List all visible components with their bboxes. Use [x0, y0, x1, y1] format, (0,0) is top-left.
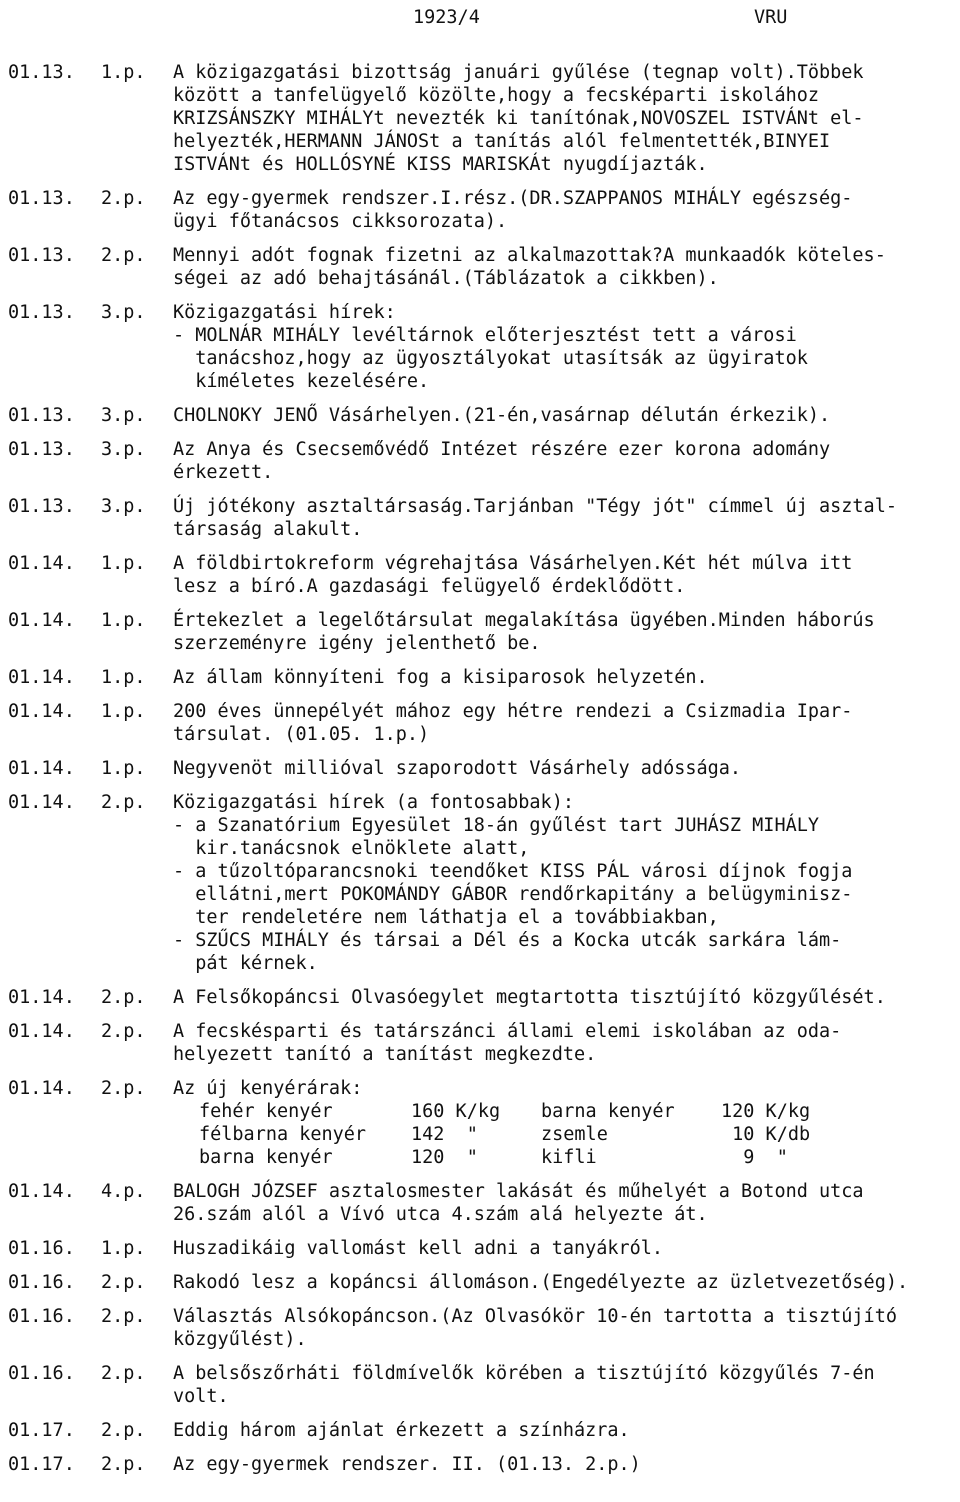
entry-date: 01.13.: [8, 405, 75, 426]
entry-date: 01.16.: [8, 1272, 75, 1293]
entry-text: [173, 301, 933, 393]
entry-line: ISTVÁNt és HOLLÓSYNÉ KISS MARISKÁt nyugdíjazták.: [173, 154, 708, 175]
entry-date: 01.13.: [8, 62, 75, 83]
list-item: [0, 700, 960, 746]
entry-text: [173, 609, 933, 655]
entry-line: ügyi főtanácsos cikksorozata).: [173, 211, 508, 232]
entry-line: helyezték,HERMANN JÁNOSt a tanítás alól felmentették,BINYEI: [173, 131, 831, 152]
entry-page: 1.p.: [101, 62, 146, 83]
list-item: [0, 404, 960, 427]
entry-page: 2.p.: [101, 792, 146, 813]
list-item: [0, 757, 960, 780]
entry-line: Negyvenöt millióval szaporodott Vásárhely adóssága.: [173, 758, 742, 779]
entry-line: Az egy-gyermek rendszer.I.rész.(DR.SZAPPANOS MIHÁLY egészség-: [173, 188, 853, 209]
entry-date: 01.14.: [8, 667, 75, 688]
entry-page: 1.p.: [101, 667, 146, 688]
entry-text: [173, 1020, 933, 1066]
entry-line: volt.: [173, 1386, 229, 1407]
entry-line: Mennyi adót fognak fizetni az alkalmazottak?A munkaadók köteles-: [173, 245, 886, 266]
entry-page: 3.p.: [101, 496, 146, 517]
list-item: [0, 552, 960, 598]
product-name: fehér kenyér: [199, 1101, 333, 1122]
entry-line: ter rendeletére nem láthatja el a továbbiakban,: [173, 907, 719, 928]
page-title: 1923/4: [413, 7, 480, 28]
entry-line: Az új kenyérárak:: [173, 1078, 363, 1099]
entry-date: 01.16.: [8, 1363, 75, 1384]
table-row: [199, 1100, 841, 1123]
entry-line: lesz a bíró.A gazdasági felügyelő érdeklődött.: [173, 576, 686, 597]
entry-line: kíméletes kezelésére.: [173, 371, 430, 392]
page-header: [0, 6, 960, 32]
entry-text: [173, 666, 933, 689]
entry-page: 2.p.: [101, 987, 146, 1008]
entry-date: 01.13.: [8, 439, 75, 460]
entry-page: 2.p.: [101, 1021, 146, 1042]
list-item: [0, 609, 960, 655]
entry-line: pát kérnek.: [173, 953, 318, 974]
entry-date: 01.14.: [8, 553, 75, 574]
list-item: [0, 187, 960, 233]
entry-page: 2.p.: [101, 1363, 146, 1384]
entry-text: [173, 1180, 933, 1226]
product-name: barna kenyér: [541, 1101, 675, 1122]
entry-page: 3.p.: [101, 405, 146, 426]
entry-page: 3.p.: [101, 302, 146, 323]
entry-date: 01.14.: [8, 1078, 75, 1099]
entry-line: tanácshoz,hogy az ügyosztályokat utasítsák az ügyiratok: [173, 348, 808, 369]
entry-line: - MOLNÁR MIHÁLY levéltárnok előterjesztést tett a városi: [173, 325, 797, 346]
product-name: zsemle: [541, 1124, 608, 1145]
entry-page: 1.p.: [101, 553, 146, 574]
entry-text: [173, 244, 933, 290]
list-item: [0, 495, 960, 541]
entry-line: Eddig három ajánlat érkezett a színházra.: [173, 1420, 630, 1441]
entry-line: társulat. (01.05. 1.p.): [173, 724, 430, 745]
list-item: [0, 244, 960, 290]
entry-text: [173, 1237, 933, 1260]
product-name: barna kenyér: [199, 1147, 333, 1168]
archive-code: VRU: [754, 7, 788, 28]
entry-text: [173, 1453, 933, 1476]
list-item: [0, 1362, 960, 1408]
product-name: kifli: [541, 1147, 597, 1168]
list-item: [0, 1305, 960, 1351]
list-item: [0, 986, 960, 1009]
entry-text: [173, 1419, 933, 1442]
entry-line: 200 éves ünnepélyét mához egy hétre rendezi a Csizmadia Ipar-: [173, 701, 853, 722]
list-item: [0, 1020, 960, 1066]
entry-line: - SZŰCS MIHÁLY és társai a Dél és a Kocka utcák sarkára lám-: [173, 930, 842, 951]
entry-page: 2.p.: [101, 1078, 146, 1099]
entry-text: [173, 1305, 933, 1351]
entry-line: CHOLNOKY JENŐ Vásárhelyen.(21-én,vasárnap délután érkezik).: [173, 405, 831, 426]
entry-line: helyezett tanító a tanítást megkezdte.: [173, 1044, 597, 1065]
entry-date: 01.13.: [8, 496, 75, 517]
entry-date: 01.14.: [8, 610, 75, 631]
entry-line: Az egy-gyermek rendszer. II. (01.13. 2.p.): [173, 1454, 641, 1475]
product-price: 10 K/db: [721, 1124, 811, 1145]
entry-line: szerzeményre igény jelenthető be.: [173, 633, 541, 654]
entry-date: 01.16.: [8, 1306, 75, 1327]
entry-date: 01.17.: [8, 1420, 75, 1441]
table-row: [199, 1123, 841, 1146]
list-item: [0, 1271, 960, 1294]
entry-line: Választás Alsókopáncson.(Az Olvasókör 10-én tartotta a tisztújító: [173, 1306, 897, 1327]
entry-date: 01.14.: [8, 987, 75, 1008]
entry-text: [173, 757, 933, 780]
entry-line: ségei az adó behajtásánál.(Táblázatok a cikkben).: [173, 268, 719, 289]
entry-text: [173, 495, 933, 541]
list-item: [0, 438, 960, 484]
list-item: [0, 301, 960, 393]
product-price: 142 ": [411, 1124, 478, 1145]
list-item: [0, 1419, 960, 1442]
entry-page: 2.p.: [101, 1454, 146, 1475]
entry-line: társaság alakult.: [173, 519, 363, 540]
entry-date: 01.16.: [8, 1238, 75, 1259]
entry-text: [173, 1077, 933, 1169]
entry-date: 01.13.: [8, 302, 75, 323]
list-item: [0, 1180, 960, 1226]
entry-line: Huszadikáig vallomást kell adni a tanyákról.: [173, 1238, 664, 1259]
list-item: [0, 666, 960, 689]
entry-page: 2.p.: [101, 245, 146, 266]
entry-line: A fecskésparti és tatárszánci állami elemi iskolában az oda-: [173, 1021, 842, 1042]
entry-line: kir.tanácsnok elnöklete alatt,: [173, 838, 530, 859]
entry-line: közgyűlést).: [173, 1329, 307, 1350]
entry-page: 1.p.: [101, 758, 146, 779]
entry-line: Közigazgatási hírek (a fontosabbak):: [173, 792, 574, 813]
entry-line: Értekezlet a legelőtársulat megalakítása ügyében.Minden háborús: [173, 610, 875, 631]
list-item: [0, 61, 960, 176]
entry-text: [173, 61, 933, 176]
entry-text: [173, 552, 933, 598]
entry-line: KRIZSÁNSZKY MIHÁLYt nevezték ki tanítónak,NOVOSZEL ISTVÁNt el-: [173, 108, 864, 129]
entry-page: 2.p.: [101, 1306, 146, 1327]
list-item: [0, 1077, 960, 1169]
entry-text: [173, 187, 933, 233]
entry-line: A belsőszőrháti földmívelők körében a tisztújító közgyűlés 7-én: [173, 1363, 875, 1384]
list-item: [0, 791, 960, 975]
entry-date: 01.14.: [8, 792, 75, 813]
list-item: [0, 1237, 960, 1260]
table-row: [199, 1146, 841, 1169]
product-price: 9 ": [721, 1147, 788, 1168]
entry-line: Az Anya és Csecsemővédő Intézet részére ezer korona adomány: [173, 439, 831, 460]
product-name: félbarna kenyér: [199, 1124, 367, 1145]
entry-line: 26.szám alól a Vívó utca 4.szám alá helyezte át.: [173, 1204, 708, 1225]
entry-line: Közigazgatási hírek:: [173, 302, 396, 323]
entry-text: [173, 1271, 933, 1294]
list-item: [0, 1453, 960, 1476]
entry-page: 4.p.: [101, 1181, 146, 1202]
entry-date: 01.14.: [8, 1021, 75, 1042]
entry-line: között a tanfelügyelő közölte,hogy a fecsképarti iskolához: [173, 85, 820, 106]
entry-line: BALOGH JÓZSEF asztalosmester lakását és műhelyét a Botond utca: [173, 1181, 864, 1202]
entry-page: 2.p.: [101, 1420, 146, 1441]
entry-page: 1.p.: [101, 1238, 146, 1259]
entry-page: 2.p.: [101, 188, 146, 209]
entry-line: - a Szanatórium Egyesület 18-án gyűlést tart JUHÁSZ MIHÁLY: [173, 815, 820, 836]
entry-line: érkezett.: [173, 462, 274, 483]
entry-line: Rakodó lesz a kopáncsi állomáson.(Engedélyezte az üzletvezetőség).: [173, 1272, 909, 1293]
entry-line: - a tűzoltóparancsnoki teendőket KISS PÁL városi díjnok fogja: [173, 861, 853, 882]
entry-line: ellátni,mert POKOMÁNDY GÁBOR rendőrkapitány a belügyminisz-: [173, 884, 853, 905]
product-price: 120 K/kg: [721, 1101, 811, 1122]
entry-list: [0, 61, 960, 1487]
entry-date: 01.13.: [8, 188, 75, 209]
entry-date: 01.13.: [8, 245, 75, 266]
entry-text: [173, 1362, 933, 1408]
entry-page: 2.p.: [101, 1272, 146, 1293]
entry-date: 01.14.: [8, 758, 75, 779]
entry-line: A földbirtokreform végrehajtása Vásárhelyen.Két hét múlva itt: [173, 553, 853, 574]
entry-text: [173, 404, 933, 427]
entry-line: Új jótékony asztaltársaság.Tarjánban "Tégy jót" címmel új asztal-: [173, 496, 897, 517]
entry-text: [173, 791, 933, 975]
entry-line: A Felsőkopáncsi Olvasóegylet megtartotta tisztújító közgyűlését.: [173, 987, 886, 1008]
entry-page: 1.p.: [101, 610, 146, 631]
entry-line: A közigazgatási bizottság januári gyűlése (tegnap volt).Többek: [173, 62, 864, 83]
entry-page: 1.p.: [101, 701, 146, 722]
entry-text: [173, 986, 933, 1009]
entry-date: 01.14.: [8, 701, 75, 722]
product-price: 120 ": [411, 1147, 478, 1168]
entry-date: 01.17.: [8, 1454, 75, 1475]
entry-date: 01.14.: [8, 1181, 75, 1202]
entry-text: [173, 438, 933, 484]
entry-line: Az állam könnyíteni fog a kisiparosok helyzetén.: [173, 667, 708, 688]
product-price: 160 K/kg: [411, 1101, 501, 1122]
price-table: [199, 1100, 841, 1169]
entry-page: 3.p.: [101, 439, 146, 460]
entry-text: [173, 700, 933, 746]
